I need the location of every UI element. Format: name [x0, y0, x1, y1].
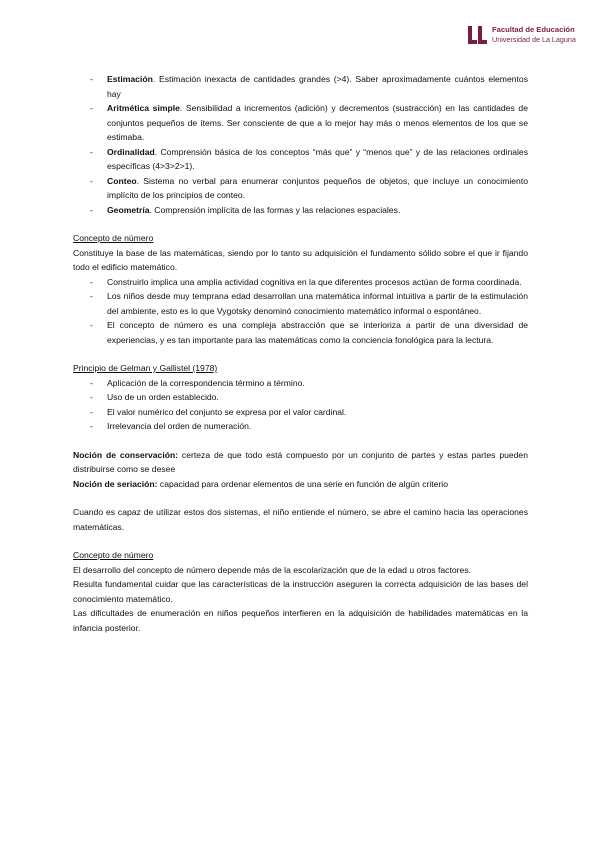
list-item: - El valor numérico del conjunto se expresa por el valor cardinal.: [73, 405, 528, 420]
ull-logo-icon: [466, 24, 488, 46]
paragraph: El desarrollo del concepto de número depende más de la escolarización que de la edad u otros factores.: [73, 564, 471, 575]
logo-title: Facultad de Educación: [492, 25, 575, 34]
section-gelman-gallistel: [73, 361, 528, 434]
intro-list: [73, 72, 528, 217]
list-item: - Conteo. Sistema no verbal para enumerar conjuntos pequeños de objetos, que incluye un conocimiento implícito de los principios de conteo.: [73, 174, 528, 203]
definition-conservacion: Noción de conservación: certeza de que todo está compuesto por un conjunto de partes y estas partes pueden distribuirse como se desee: [73, 449, 528, 474]
list-item: - Construirlo implica una amplia actividad cognitiva en la que diferentes procesos actúan de forma coordinada.: [73, 275, 528, 290]
list-item: - Geometría. Comprensión implícita de las formas y las relaciones espaciales.: [73, 203, 528, 218]
list-item: - Ordinalidad. Comprensión básica de los conceptos “más que” y “menos que” y de las relaciones ordinales específicas (4>3>2>1).: [73, 145, 528, 174]
list-item: - Estimación. Estimación inexacta de cantidades grandes (>4). Saber aproximadamente cuántos elementos hay: [73, 72, 528, 101]
section-heading: Concepto de número: [73, 233, 154, 243]
section-list: [73, 275, 528, 348]
list-item: - Los niños desde muy temprana edad desarrollan una matemática informal intuitiva a partir de la estimulación del ambiente, esto es lo que Vygotsky denominó conocimiento matemático informal o espontáneo.: [73, 289, 528, 318]
definition-seriacion: Noción de seriación: capacidad para ordenar elementos de una serie en función de algún criterio: [73, 478, 448, 489]
document-body: [73, 72, 528, 635]
paragraph: Las dificultades de enumeración en niños pequeños interfieren en la adquisición de habilidades matemáticas en la infancia posterior.: [73, 608, 528, 633]
paragraph: Constituye la base de las matemáticas, siendo por lo tanto su adquisición el fundamento sólido sobre el que ir fijando todo el edificio matemático.: [73, 247, 528, 272]
paragraph: Resulta fundamental cuidar que las características de la instrucción aseguren la correcta adquisición de las bases del conocimiento matemático.: [73, 579, 528, 604]
section-concepto-numero-2: [73, 548, 528, 635]
list-item: - Irrelevancia del orden de numeración.: [73, 419, 528, 434]
section-concepto-numero: [73, 231, 528, 347]
faculty-logo: [466, 24, 590, 46]
section-list: [73, 376, 528, 434]
section-heading: Concepto de número: [73, 550, 154, 560]
list-item: - Uso de un orden establecido.: [73, 390, 528, 405]
section-heading: Principio de Gelman y Gallistel (1978): [73, 363, 218, 373]
definitions: [73, 448, 528, 492]
closing-block: [73, 505, 528, 534]
logo-subtitle: Universidad de La Laguna: [492, 35, 576, 44]
list-item: - El concepto de número es una compleja abstracción que se interioriza a partir de una diversidad de experiencias, y es tan importante para las matemáticas como la conciencia fonológica para la lectura.: [73, 318, 528, 347]
list-item: - Aritmética simple. Sensibilidad a incrementos (adición) y decrementos (sustracción) en las cantidades de conjuntos pequeños de ítems. Ser consciente de que a lo mejor hay más o menos elementos de los que se estimaba.: [73, 101, 528, 145]
list-item: - Aplicación de la correspondencia término a término.: [73, 376, 528, 391]
paragraph: Cuando es capaz de utilizar estos dos sistemas, el niño entiende el número, se abre el camino hacia las operaciones matemáticas.: [73, 507, 528, 532]
